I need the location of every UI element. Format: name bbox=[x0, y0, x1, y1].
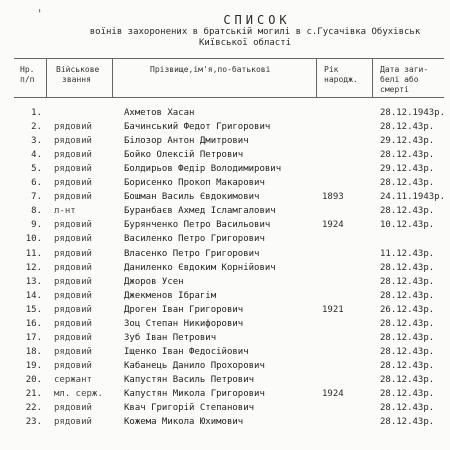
table-row bbox=[0, 177, 450, 190]
table-top-rule bbox=[14, 58, 444, 59]
header-date: Дата заги- белі або смерті bbox=[380, 65, 429, 94]
row-date: 28.12.43р. bbox=[380, 290, 435, 301]
row-number: 18. bbox=[25, 346, 42, 357]
row-date: 11.12.43р. bbox=[380, 248, 435, 259]
table-row bbox=[0, 318, 450, 331]
row-number: 15. bbox=[25, 304, 42, 315]
row-rank: рядовий bbox=[54, 276, 92, 287]
table-row bbox=[0, 149, 450, 162]
row-name: Болдирьов Федір Володимирович bbox=[124, 164, 282, 175]
row-date: 28.12.43р. bbox=[380, 389, 435, 399]
row-rank: рядовий bbox=[54, 360, 92, 371]
row-rank: рядовий bbox=[54, 122, 92, 133]
table-row bbox=[0, 346, 450, 359]
document-title: СПИСОК bbox=[223, 13, 291, 27]
row-number: 3. bbox=[31, 136, 42, 147]
row-rank: рядовий bbox=[54, 164, 92, 175]
table-row bbox=[0, 135, 450, 148]
row-rank: рядовий bbox=[54, 332, 92, 343]
row-number: 22. bbox=[25, 403, 42, 414]
row-rank: рядовий bbox=[54, 136, 92, 147]
table-row bbox=[0, 374, 450, 387]
row-date: 28.12.43р. bbox=[380, 360, 435, 371]
row-name: Бойко Олексій Петрович bbox=[124, 150, 244, 161]
row-number: 4. bbox=[31, 150, 42, 161]
row-name: Джекменов Ібрагім bbox=[124, 290, 217, 301]
header-year: Рік народж. bbox=[324, 65, 358, 84]
row-name: Дроген Іван Григорович bbox=[124, 304, 244, 315]
row-name: Капустян Василь Петрович bbox=[124, 374, 255, 385]
row-rank: рядовий bbox=[54, 304, 92, 315]
row-name: Кабанець Данило Прохорович bbox=[124, 360, 265, 371]
table-row bbox=[0, 332, 450, 345]
row-number: 10. bbox=[25, 234, 42, 245]
document-subtitle-region: Київської області bbox=[198, 38, 292, 48]
table-row bbox=[0, 304, 450, 317]
header-rank: Військове звання bbox=[56, 65, 100, 84]
column-divider bbox=[46, 58, 47, 98]
row-name: Борисенко Прокоп Макарович bbox=[124, 178, 265, 189]
row-rank: сержант bbox=[54, 374, 92, 385]
row-date: 24.11.1943р. bbox=[380, 192, 446, 203]
row-date: 28.12.43р. bbox=[380, 262, 435, 273]
table-header-rule bbox=[14, 97, 444, 98]
table-row bbox=[0, 107, 450, 120]
header-num: Нр. п/п bbox=[20, 65, 35, 84]
row-date: 28.12.43р. bbox=[380, 403, 435, 414]
table-row bbox=[0, 121, 450, 134]
table-row bbox=[0, 290, 450, 303]
row-name: Іщенко Іван Федосійович bbox=[124, 346, 249, 357]
row-rank: л-нт bbox=[54, 206, 76, 217]
row-number: 5. bbox=[31, 164, 42, 175]
row-rank: рядовий bbox=[54, 262, 92, 273]
row-name: Зуб Іван Петрович bbox=[124, 332, 217, 343]
row-name: Бачинський Федот Григорович bbox=[124, 122, 271, 133]
table-row bbox=[0, 219, 450, 232]
row-rank: рядовий bbox=[54, 290, 92, 301]
row-birth-year: 1921 bbox=[322, 304, 344, 315]
table-row bbox=[0, 191, 450, 204]
row-number: 8. bbox=[31, 206, 42, 217]
row-date: 28.12.43р. bbox=[380, 417, 435, 428]
table-row bbox=[0, 248, 450, 261]
corner-mark: ' bbox=[36, 7, 44, 21]
table-row bbox=[0, 388, 450, 401]
row-name: Власенко Петро Григорович bbox=[124, 248, 260, 259]
row-name: Ахметов Хасан bbox=[124, 108, 195, 118]
row-number: 19. bbox=[25, 360, 42, 371]
row-rank: мл. серж. bbox=[54, 389, 103, 399]
row-date: 28.12.43р. bbox=[380, 122, 435, 133]
column-divider bbox=[112, 58, 113, 98]
header-name: Прізвище,ім'я,по-батькові bbox=[150, 65, 271, 74]
row-date: 29.12.43р. bbox=[380, 136, 435, 147]
row-name: Василенко Петро Григорович bbox=[124, 234, 265, 245]
row-rank: рядовий bbox=[54, 192, 92, 203]
table-row bbox=[0, 402, 450, 415]
row-name: Бошман Василь Євдокимович bbox=[124, 192, 260, 203]
row-rank: рядовий bbox=[54, 318, 92, 329]
table-row bbox=[0, 276, 450, 289]
row-name: Кожема Микола Юхимович bbox=[124, 417, 244, 428]
row-birth-year: 1924 bbox=[322, 220, 344, 231]
row-rank: рядовий bbox=[54, 403, 92, 414]
row-birth-year: 1893 bbox=[322, 192, 344, 203]
table-row bbox=[0, 163, 450, 176]
column-divider bbox=[372, 58, 373, 98]
row-date: 28.12.43р. bbox=[380, 346, 435, 357]
row-date: 28.12.43р. bbox=[380, 276, 435, 287]
row-rank: рядовий bbox=[54, 178, 92, 189]
row-number: 2. bbox=[31, 122, 42, 133]
row-name: Бурянченко Петро Васильович bbox=[124, 220, 271, 231]
row-date: 29.12.43р. bbox=[380, 164, 435, 175]
table-row bbox=[0, 205, 450, 218]
row-rank: рядовий bbox=[54, 417, 92, 428]
row-rank: рядовий bbox=[54, 248, 92, 259]
row-date: 28.12.43р. bbox=[380, 332, 435, 343]
row-number: 16. bbox=[25, 318, 42, 329]
row-number: 20. bbox=[25, 374, 42, 385]
row-rank: рядовий bbox=[54, 234, 92, 245]
row-number: 12. bbox=[25, 262, 42, 273]
row-name: Білозор Антон Дмитрович bbox=[124, 136, 249, 147]
row-rank: рядовий bbox=[54, 220, 92, 231]
row-number: 13. bbox=[25, 276, 42, 287]
row-number: 6. bbox=[31, 178, 42, 189]
row-date: 28.12.43р. bbox=[380, 206, 435, 217]
table-row bbox=[0, 416, 450, 429]
row-name: Джоров Усен bbox=[124, 276, 184, 287]
row-name: Капустян Микола Григорович bbox=[124, 389, 265, 399]
row-number: 7. bbox=[31, 192, 42, 203]
row-date: 26.12.43р. bbox=[380, 304, 435, 315]
table-row bbox=[0, 262, 450, 275]
row-rank: рядовий bbox=[54, 346, 92, 357]
row-number: 14. bbox=[25, 290, 42, 301]
row-rank: рядовий bbox=[54, 150, 92, 161]
row-date: 28.12.43р. bbox=[380, 178, 435, 189]
row-name: Зоц Степан Никифорович bbox=[124, 318, 244, 329]
document-subtitle: воїнів захоронених в братській могилі в с.Гусачівка Обухівськ bbox=[89, 27, 421, 37]
row-date: 28.12.43р. bbox=[380, 318, 435, 329]
table-row bbox=[0, 360, 450, 373]
row-name: Даниленко Євдоким Корнійович bbox=[124, 262, 276, 273]
row-date: 10.12.43р. bbox=[380, 220, 435, 231]
row-birth-year: 1924 bbox=[322, 389, 344, 399]
row-name: Квач Григорій Степанович bbox=[124, 403, 255, 414]
row-name: Буранбаєв Ахмед Ісламгалович bbox=[124, 206, 276, 217]
row-date: 28.12.43р. bbox=[380, 150, 435, 161]
column-divider bbox=[316, 58, 317, 98]
row-number: 11. bbox=[25, 248, 42, 259]
row-number: 17. bbox=[25, 332, 42, 343]
table-row bbox=[0, 233, 450, 246]
row-number: 1. bbox=[31, 108, 42, 118]
row-number: 9. bbox=[31, 220, 42, 231]
row-date: 28.12.1943р. bbox=[380, 108, 446, 118]
row-number: 21. bbox=[25, 389, 42, 399]
row-number: 23. bbox=[25, 417, 42, 428]
row-date: 28.12.43р. bbox=[380, 374, 435, 385]
